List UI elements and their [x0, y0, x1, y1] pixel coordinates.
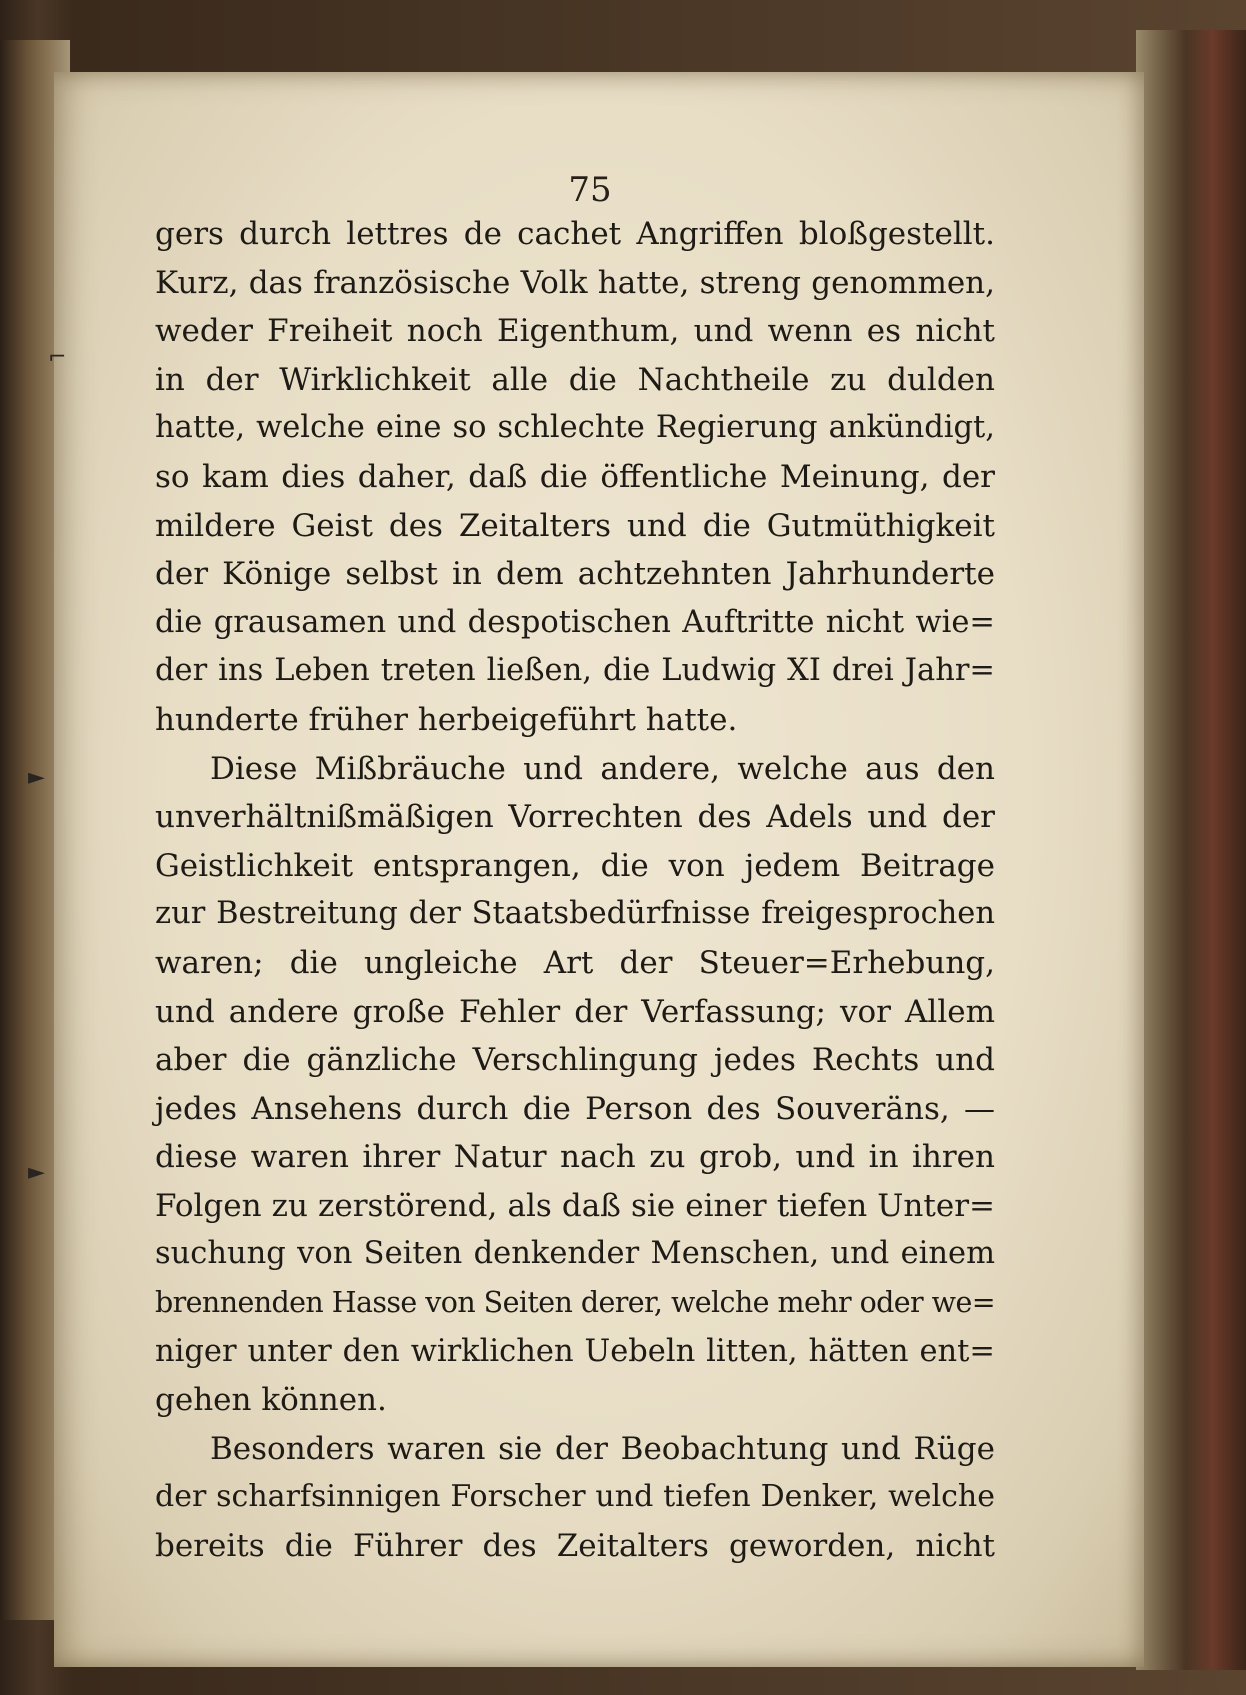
- page-number: 75: [568, 170, 612, 210]
- text-line: so kam dies daher, daß die öffentliche Meinung, der: [155, 458, 995, 495]
- text-line: Kurz, das französische Volk hatte, streng genommen,: [155, 264, 995, 301]
- text-line: jedes Ansehens durch die Person des Souveräns, —: [155, 1090, 995, 1127]
- text-line: der Könige selbst in dem achtzehnten Jahrhunderte: [155, 556, 995, 593]
- paragraph: [155, 210, 995, 745]
- text-line: weder Freiheit noch Eigenthum, und wenn es nicht: [155, 313, 995, 350]
- text-line: suchung von Seiten denkender Menschen, und einem: [155, 1236, 995, 1272]
- body-text: [155, 210, 995, 1571]
- paragraph: [155, 745, 995, 1425]
- text-line: der scharfsinnigen Forscher und tiefen Denker, welche: [155, 1479, 995, 1515]
- text-line: in der Wirklichkeit alle die Nachtheile zu dulden: [155, 361, 995, 398]
- text-line: mildere Geist des Zeitalters und die Gutmüthigkeit: [155, 507, 995, 544]
- text-line: der ins Leben treten ließen, die Ludwig XI drei Jahr=: [155, 653, 995, 689]
- text-line: Folgen zu zerstörend, als daß sie einer tiefen Unter=: [155, 1187, 995, 1224]
- text-line: niger unter den wirklichen Uebeln litten, hätten ent=: [155, 1333, 995, 1369]
- margin-mark: ⌐: [48, 345, 67, 370]
- text-line: aber die gänzliche Verschlingung jedes Rechts und: [155, 1042, 995, 1079]
- text-line: bereits die Führer des Zeitalters geworden, nicht: [155, 1528, 995, 1565]
- text-line: hunderte früher herbeigeführt hatte.: [155, 701, 738, 738]
- text-line: diese waren ihrer Natur nach zu grob, und in ihren: [155, 1139, 995, 1176]
- text-line: und andere große Fehler der Verfassung; vor Allem: [155, 993, 995, 1030]
- paragraph: [155, 1425, 995, 1571]
- text-line: waren; die ungleiche Art der Steuer=Erhebung,: [155, 944, 995, 981]
- text-line: brennenden Hasse von Seiten derer, welche mehr oder we=: [155, 1286, 995, 1320]
- text-line: unverhältnißmäßigen Vorrechten des Adels und der: [155, 799, 995, 836]
- text-line: Geistlichkeit entsprangen, die von jedem Beitrage: [155, 847, 995, 884]
- text-line: gehen können.: [155, 1382, 387, 1419]
- margin-mark: ►: [28, 1160, 45, 1185]
- text-line: Diese Mißbräuche und andere, welche aus den: [210, 750, 995, 787]
- text-line: die grausamen und despotischen Auftritte nicht wie=: [155, 604, 995, 640]
- book-spine-edge: [1136, 30, 1246, 1670]
- text-line: zur Bestreitung der Staatsbedürfnisse freigesprochen: [155, 896, 995, 932]
- text-line: hatte, welche eine so schlechte Regierung ankündigt,: [155, 410, 995, 446]
- margin-mark: ►: [28, 765, 45, 790]
- text-line: Besonders waren sie der Beobachtung und Rüge: [210, 1430, 995, 1467]
- text-line: gers durch lettres de cachet Angriffen bloßgestellt.: [155, 216, 995, 252]
